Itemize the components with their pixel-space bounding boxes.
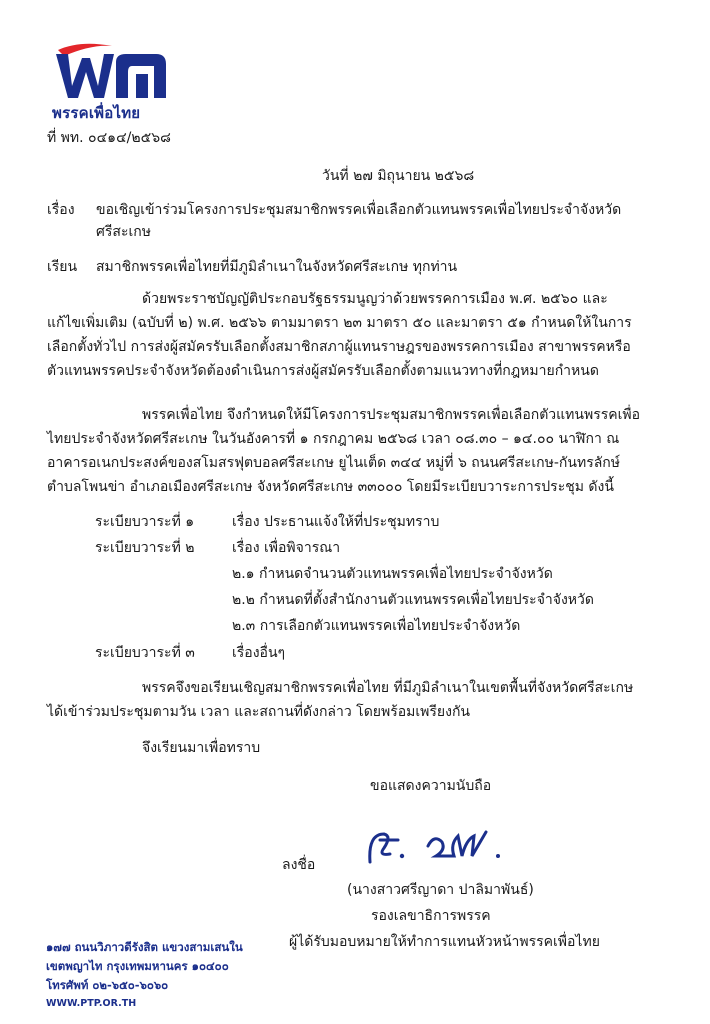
para1-line: ด้วยพระราชบัญญัติประกอบรัฐธรรมนูญว่าด้วยพรรคการเมือง พ.ศ. ๒๕๖๐ และ: [142, 291, 608, 307]
agenda-sub-item: ๒.๒ กำหนดที่ตั้งสำนักงานตัวแทนพรรคเพื่อไทยประจำจังหวัด: [232, 592, 594, 608]
para3-line: ได้เข้าร่วมประชุมตามวัน เวลา และสถานที่ดังกล่าว โดยพร้อมเพรียงกัน: [47, 704, 470, 720]
letter-number: ที่ พท. ๐๔๑๔/๒๕๖๘: [47, 130, 171, 146]
agenda-sub-item: ๒.๓ การเลือกตัวแทนพรรคเพื่อไทยประจำจังหวัด: [232, 618, 521, 634]
party-logo: [52, 42, 172, 125]
signature-image: [362, 822, 512, 872]
para2-line: อาคารอเนกประสงค์ของสโมสรฟุตบอลศรีสะเกษ ยูไนเต็ด ๓๔๔ หมู่ที่ ๖ ถนนศรีสะเกษ-กันทรลักษ์: [47, 455, 621, 471]
agenda-label: ระเบียบวาระที่ ๓: [95, 645, 195, 661]
body-paragraph-1: [47, 287, 657, 383]
para1-line: แก้ไขเพิ่มเติม (ฉบับที่ ๒) พ.ศ. ๒๕๖๖ ตามมาตรา ๒๓ มาตรา ๕๐ และมาตรา ๕๑ กำหนดให้ในการ: [47, 315, 632, 331]
para2-line: ตำบลโพนข่า อำเภอเมืองศรีสะเกษ จังหวัดศรีสะเกษ ๓๓๐๐๐ โดยมีระเบียบวาระการประชุม ดังนี้: [47, 479, 614, 495]
recipient-label: เรียน: [47, 259, 78, 275]
agenda-sub-item: ๒.๑ กำหนดจำนวนตัวแทนพรรคเพื่อไทยประจำจังหวัด: [232, 566, 553, 582]
footer-address-line: เขตพญาไท กรุงเทพมหานคร ๑๐๔๐๐: [46, 959, 229, 973]
recipient-text: สมาชิกพรรคเพื่อไทยที่มีภูมิลำเนาในจังหวัดศรีสะเกษ ทุกท่าน: [96, 259, 458, 275]
footer-address-line: ๑๗๗ ถนนวิภาวดีรังสิต แขวงสามเสนใน: [46, 940, 243, 954]
sign-label: ลงชื่อ: [282, 857, 316, 873]
inform-line: จึงเรียนมาเพื่อทราบ: [142, 740, 261, 756]
logo-text: พรรคเพื่อไทย: [52, 104, 141, 122]
subject-label: เรื่อง: [47, 202, 75, 218]
signer-position: รองเลขาธิการพรรค: [371, 908, 491, 924]
signer-role: ผู้ได้รับมอบหมายให้ทำการแทนหัวหน้าพรรคเพื่อไทย: [289, 934, 600, 950]
agenda-text: เรื่อง ประธานแจ้งให้ที่ประชุมทราบ: [232, 514, 440, 530]
pheu-thai-logo-icon: [52, 42, 170, 100]
signer-name: (นางสาวศรีญาดา ปาลิมาพันธ์): [347, 882, 534, 898]
handwritten-signature-icon: [362, 822, 512, 872]
para1-line: เลือกตั้งทั่วไป การส่งผู้สมัครรับเลือกตั้งสมาชิกสภาผู้แทนราษฎรของพรรคการเมือง สาขาพรรคหรือ: [47, 339, 631, 355]
regards: ขอแสดงความนับถือ: [370, 778, 492, 794]
para2-line: ไทยประจำจังหวัดศรีสะเกษ ในวันอังคารที่ ๑ กรกฎาคม ๒๕๖๘ เวลา ๐๘.๓๐ – ๑๔.๐๐ นาฬิกา ณ: [47, 431, 620, 447]
para2-line: พรรคเพื่อไทย จึงกำหนดให้มีโครงการประชุมสมาชิกพรรคเพื่อเลือกตัวแทนพรรคเพื่อ: [142, 407, 641, 423]
letter-date: วันที่ ๒๗ มิถุนายน ๒๕๖๘: [322, 168, 475, 184]
subject-line-1: ขอเชิญเข้าร่วมโครงการประชุมสมาชิกพรรคเพื่อเลือกตัวแทนพรรคเพื่อไทยประจำจังหวัด: [96, 202, 622, 218]
agenda-label: ระเบียบวาระที่ ๒: [95, 540, 195, 556]
footer-website[interactable]: WWW.PTP.OR.TH: [46, 998, 137, 1009]
subject-line-2: ศรีสะเกษ: [96, 224, 151, 240]
body-paragraph-3: [47, 676, 657, 724]
footer-address: [46, 938, 243, 995]
agenda-text: เรื่องอื่นๆ: [232, 645, 286, 661]
agenda-text: เรื่อง เพื่อพิจารณา: [232, 540, 341, 556]
para1-line: ตัวแทนพรรคประจำจังหวัดต้องดำเนินการส่งผู้สมัครรับเลือกตั้งตามแนวทางที่กฎหมายกำหนด: [47, 363, 599, 379]
agenda-label: ระเบียบวาระที่ ๑: [95, 514, 195, 530]
body-paragraph-2: [47, 403, 657, 499]
para3-line: พรรคจึงขอเรียนเชิญสมาชิกพรรคเพื่อไทย ที่มีภูมิลำเนาในเขตพื้นที่จังหวัดศรีสะเกษ: [142, 680, 634, 696]
footer-phone: โทรศัพท์ ๐๒-๖๕๐-๖๐๖๐: [46, 978, 169, 992]
